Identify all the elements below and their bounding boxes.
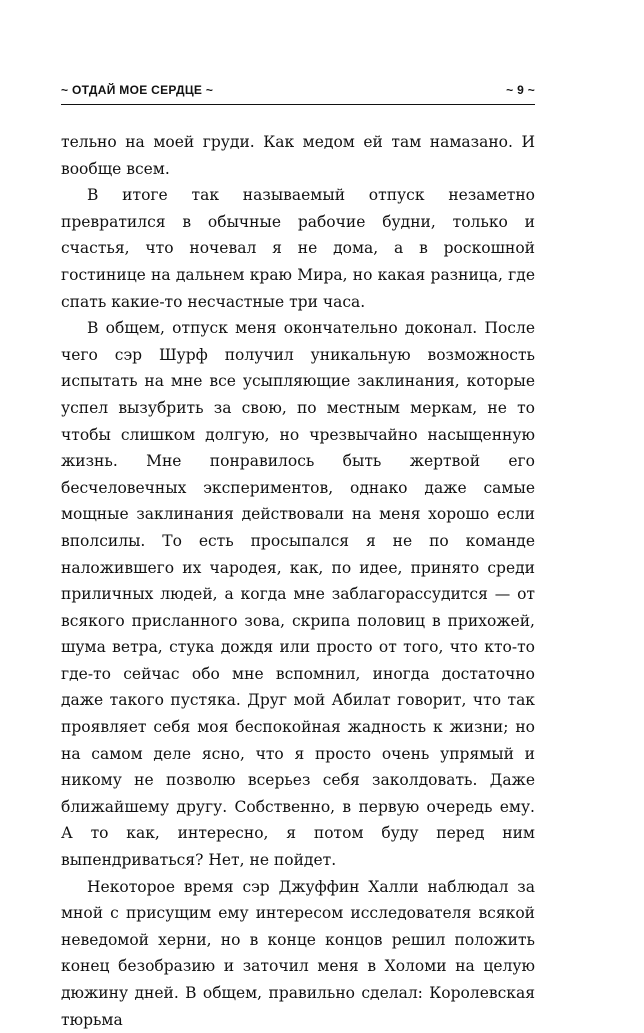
page-number: ~ 9 ~ [506,83,535,97]
header-rule [61,104,535,105]
paragraph: В общем, отпуск меня окончательно доконал. После чего сэр Шурф получил уникальную возможность испытать на мне все усыпляющие заклинания, которые успел вызубрить за свою, по местным меркам, не то чтобы слишком долгую, но чрезвычайно насыщенную жизнь. Мне понравилось быть жертвой его бесчеловечных экспериментов, однако даже самые мощные заклинания действовали на меня хорошо если вполсилы. То есть просыпался я не по команде наложившего их чародея, как, по идее, принято среди приличных людей, а когда мне заблагорассудится — от всякого присланного зова, скрипа половиц в прихожей, шума ветра, стука дождя или просто от того, что кто-то где-то сейчас обо мне вспомнил, иногда достаточно даже такого пустяка. Друг мой Абилат говорит, что так проявляет себя моя беспокойная жадность к жизни; но на самом деле ясно, что я просто очень упрямый и никому не позволю всерьез себя заколдовать. Даже ближайшему другу. Собственно, в первую очередь ему. А то как, интересно, я потом буду перед ним выпендриваться? Нет, не пойдет. [61,319,535,870]
paragraph: В итоге так называемый отпуск незаметно превратился в обычные рабочие будни, только и счастья, что ночевал я не дома, а в роскошной гостинице на дальнем краю Мира, но какая разница, где спать какие-то несчастные три часа. [61,186,535,311]
running-header [61,80,535,100]
paragraph-continued: тельно на моей груди. Как медом ей там намазано. И вообще всем. [61,133,535,178]
book-title: ~ ОТДАЙ МОЕ СЕРДЦЕ ~ [61,83,214,97]
paragraph: Некоторое время сэр Джуффин Халли наблюдал за мной с присущим ему интересом исследователя всякой неведомой херни, но в конце концов решил положить конец безобразию и заточил меня в Холоми на целую дюжину дней. В общем, правильно сделал: Королевская тюрьма [61,877,535,1029]
body-text [61,129,535,1033]
